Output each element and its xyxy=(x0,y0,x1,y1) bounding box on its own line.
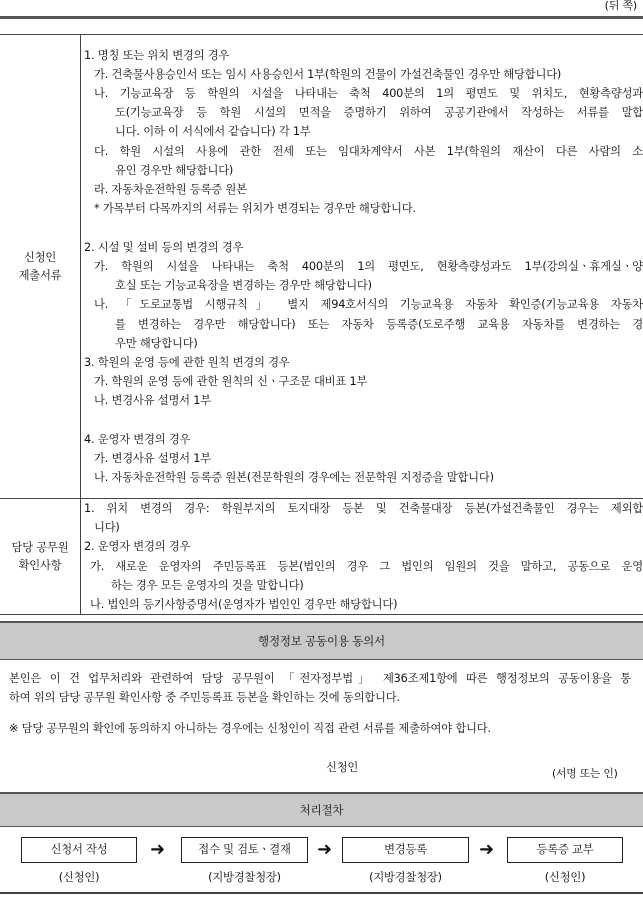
head-line-1: 담당 공무원 xyxy=(11,540,69,554)
official-check-body xyxy=(81,499,643,615)
arrow-icon: ➜ xyxy=(317,839,332,860)
arrow-icon: ➜ xyxy=(150,839,165,860)
check-2-ga-line1: 가. 새로운 운영자의 주민등록표 등본(법인의 경우 그 법인의 임원의 것을 말하고, 공동으로 운영 xyxy=(90,559,643,573)
head-line-2: 확인사항 xyxy=(18,558,62,572)
official-check-row xyxy=(0,499,643,615)
procedure-title: 처리절차 xyxy=(0,792,643,827)
item2-title: 2. 시설 및 설비 등의 변경의 경우 xyxy=(84,240,244,254)
step-1-actor: (신청인) xyxy=(58,871,100,884)
check-1-line1: 1. 위치 변경의 경우: 학원부지의 토지대장 등본 및 건축물대장 등본(가설건축물인 경우는 제외합 xyxy=(84,502,643,515)
item2-na-line2: 를 변경하는 경우만 해당합니다) 또는 자동차 등록증(도로주행 교육용 자동차를 변경하는 경 xyxy=(115,317,643,331)
item2-na-line1: 나. 「도로교통법 시행규칙」 별지 제94호서식의 기능교육용 자동차 확인증(기능교육용 자동차 xyxy=(94,298,643,312)
check-2-title: 2. 운영자 변경의 경우 xyxy=(84,540,191,554)
consent-line1: 본인은 이 건 업무처리와 관련하여 담당 공무원이 「전자정부법」 제36조제1항에 따른 행정정보의 공동이용을 통 xyxy=(9,672,631,685)
item1-da-line1: 다. 학원 시설의 사용에 관한 전세 또는 임대차계약서 사본 1부(학원의 재산이 다른 사람의 소 xyxy=(94,144,643,158)
item1-title: 1. 명칭 또는 위치 변경의 경우 xyxy=(84,48,230,62)
applicant-documents-head xyxy=(0,35,81,499)
head-line-1: 신청인 xyxy=(23,250,57,264)
item1-na-line1: 나. 기능교육장 등 학원의 시설을 나타내는 축척 400분의 1의 평면도 및 위치도, 현황측량성과 xyxy=(94,87,643,101)
consent-line2: 하여 위의 담당 공무원 확인사항 중 주민등록표 등본을 확인하는 것에 동의합니다. xyxy=(9,691,400,705)
item1-ga: 가. 건축물사용승인서 또는 임시 사용승인서 1부(학원의 건물이 가설건축물인 경우만 해당합니다) xyxy=(94,67,562,81)
check-1-line2: 니다) xyxy=(94,521,120,535)
step-3-actor: (지방경찰청장) xyxy=(369,871,442,884)
bottom-rule xyxy=(0,892,643,894)
item2-na-line3: 우만 해당합니다) xyxy=(115,336,198,350)
item1-da-line2: 유인 경우만 해당합니다) xyxy=(115,163,234,177)
item3-ga: 가. 학원의 운영 등에 관한 원칙의 신ㆍ구조문 대비표 1부 xyxy=(94,375,368,389)
official-check-head xyxy=(0,499,81,615)
step-3-box: 변경등록 xyxy=(342,837,469,863)
item3-title: 3. 학원의 운영 등에 관한 원칙 변경의 경우 xyxy=(84,355,290,369)
applicant-documents-row xyxy=(0,35,643,499)
back-side-label: (뒤 쪽) xyxy=(604,0,637,12)
step-4-actor: (신청인) xyxy=(544,871,586,884)
item1-ra: 라. 자동차운전학원 등록증 원본 xyxy=(94,183,247,197)
applicant-label: 신청인 xyxy=(326,761,359,774)
step-4-box: 등록증 교부 xyxy=(507,837,623,863)
item3-na: 나. 변경사유 설명서 1부 xyxy=(94,394,211,408)
documents-table xyxy=(0,34,643,615)
check-2-ga-line2: 하는 경우 모든 운영자의 것을 말합니다) xyxy=(111,578,304,592)
item4-ga: 가. 변경사유 설명서 1부 xyxy=(94,451,211,465)
step-2-actor: (지방경찰청장) xyxy=(208,871,281,884)
item1-na-line2: 도(기능교육장 등 학원 시설의 면적을 증명하기 위하여 공공기관에서 작성하는 서류를 말합 xyxy=(115,106,643,120)
signature-label: (서명 또는 인) xyxy=(552,767,618,780)
item2-ga-line2: 호실 또는 기능교육장을 변경하는 경우만 해당합니다) xyxy=(115,279,372,293)
consent-paragraph xyxy=(9,669,631,707)
step-1-box: 신청서 작성 xyxy=(21,837,137,863)
top-rule xyxy=(0,16,643,19)
item4-title: 4. 운영자 변경의 경우 xyxy=(84,432,191,446)
applicant-documents-body xyxy=(81,35,643,499)
item2-ga-line1: 가. 학원의 시설을 나타내는 축척 400분의 1의 평면도, 현황측량성과도 1부(강의실ㆍ휴게실ㆍ양 xyxy=(94,259,643,273)
check-2-na: 나. 법인의 등기사항증명서(운영자가 법인인 경우만 해당합니다) xyxy=(90,598,398,612)
step-2-box: 접수 및 검토ㆍ결재 xyxy=(181,837,308,863)
item1-na-line3: 니다. 이하 이 서식에서 같습니다) 각 1부 xyxy=(115,125,311,139)
arrow-icon: ➜ xyxy=(479,839,494,860)
consent-note: ※ 담당 공무원의 확인에 동의하지 아니하는 경우에는 신청인이 직접 관련 서류를 제출하여야 합니다. xyxy=(9,722,491,735)
item1-note: * 가목부터 다목까지의 서류는 위치가 변경되는 경우만 해당합니다. xyxy=(94,202,416,216)
consent-title: 행정정보 공동이용 동의서 xyxy=(0,621,643,660)
item4-na: 나. 자동차운전학원 등록증 원본(전문학원의 경우에는 전문학원 지정증을 말합니다) xyxy=(94,471,494,485)
head-line-2: 제출서류 xyxy=(18,268,62,282)
